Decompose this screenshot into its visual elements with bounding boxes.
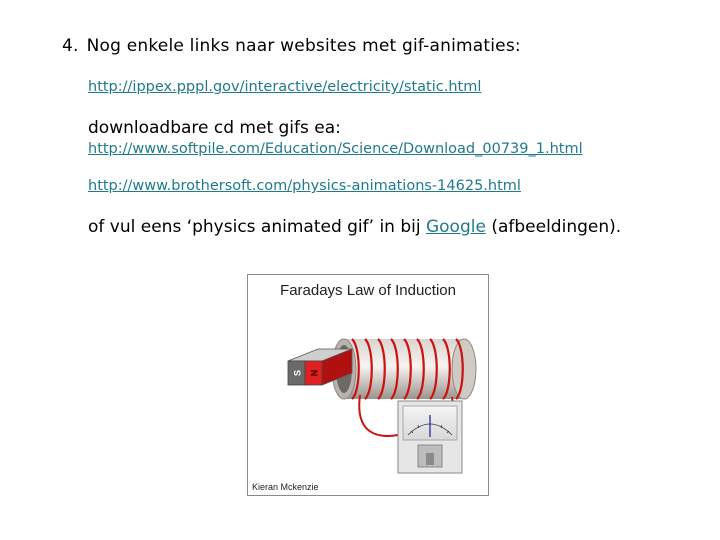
- link-ippex[interactable]: http://ippex.pppl.gov/interactive/electricity/static.html: [88, 79, 482, 95]
- faraday-illustration: [248, 275, 488, 495]
- item-number: 4.: [62, 36, 79, 56]
- closing-sentence: [88, 217, 621, 237]
- closing-before: of vul eens ‘physics animated gif’ in bij: [88, 217, 426, 237]
- galvanometer: [398, 401, 462, 473]
- closing-after: (afbeeldingen).: [485, 217, 622, 237]
- downloads-text: downloadbare cd met gifs ea:: [88, 118, 341, 138]
- figure-title: Faradays Law of Induction: [280, 282, 456, 299]
- figure-credit: Kieran Mckenzie: [252, 482, 319, 492]
- link-softpile[interactable]: http://www.softpile.com/Education/Science/Download_00739_1.html: [88, 141, 583, 157]
- heading-text: Nog enkele links naar websites met gif-animaties:: [86, 36, 521, 56]
- link-brothersoft[interactable]: http://www.brothersoft.com/physics-animations-14625.html: [88, 178, 521, 194]
- faraday-animation-image: [247, 274, 489, 496]
- link-google[interactable]: Google: [425, 217, 486, 237]
- south-pole-label: S: [292, 369, 303, 377]
- section-heading: [62, 36, 521, 56]
- north-pole-label: N: [309, 369, 320, 377]
- coil-tube: [332, 339, 476, 399]
